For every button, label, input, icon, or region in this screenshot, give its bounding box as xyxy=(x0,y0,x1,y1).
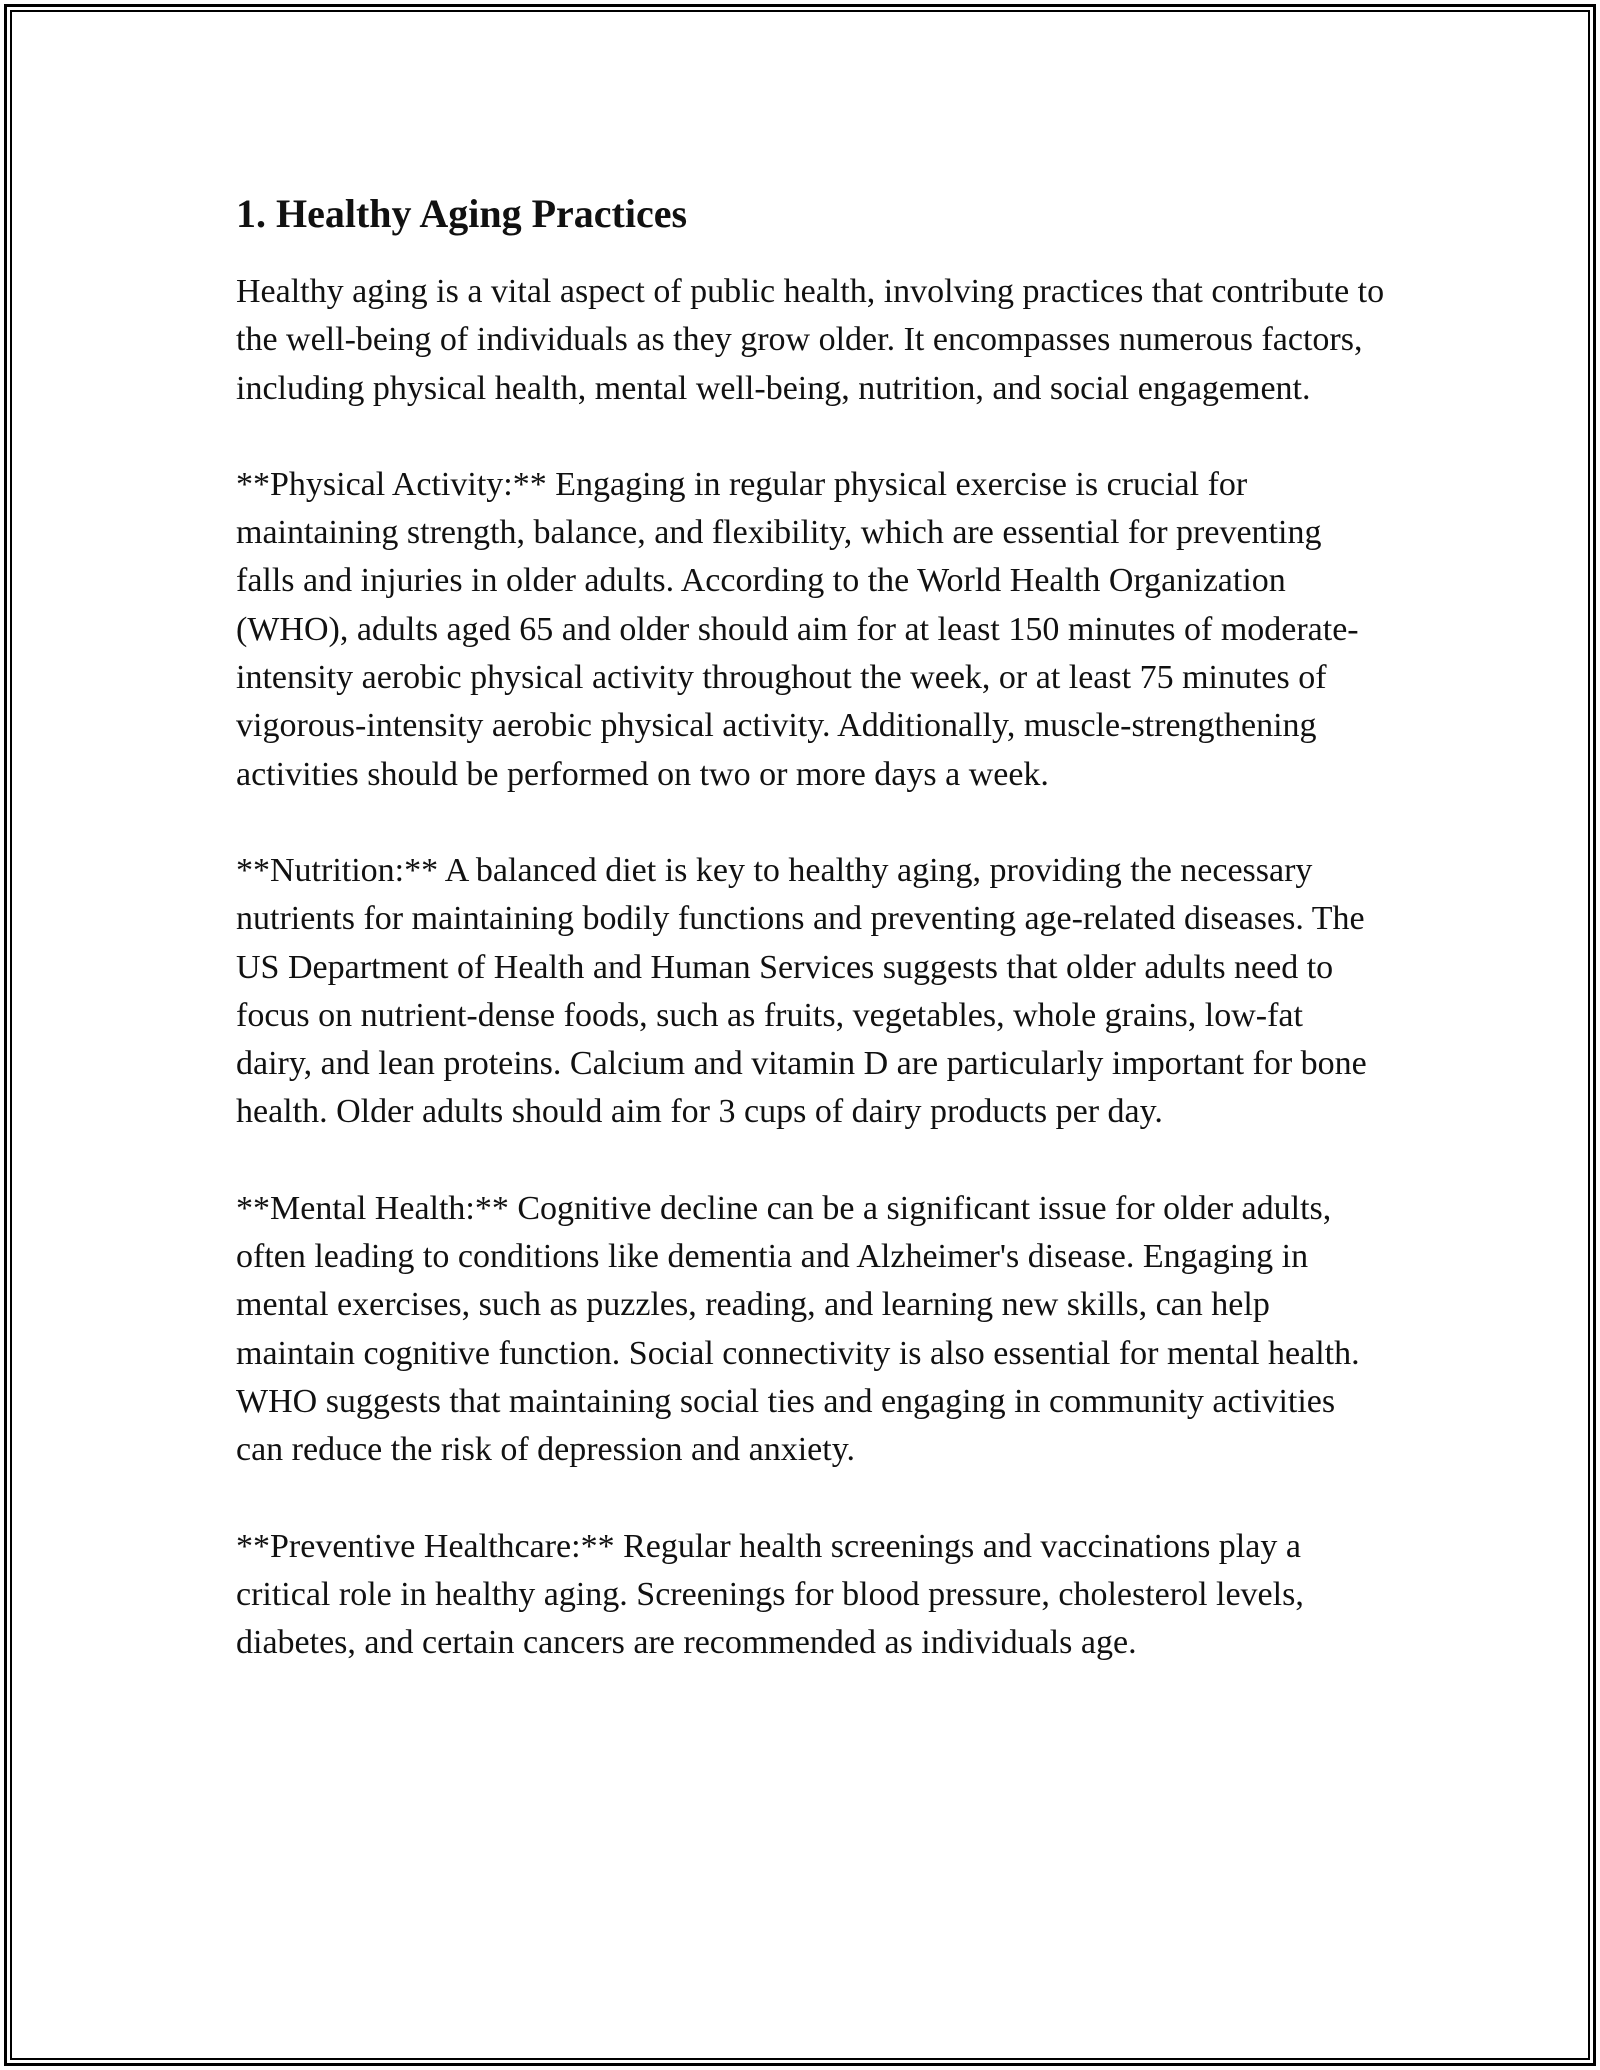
document-body xyxy=(236,186,1386,1715)
section-heading: 1. Healthy Aging Practices xyxy=(236,191,688,236)
nutrition-paragraph: **Nutrition:** A balanced diet is key to healthy aging, providing the necessary nutrients for maintaining bodily functions and preventing age-related diseases. The US Department of Health and Human Services suggests that older adults need to focus on nutrient-dense foods, such as fruits, vegetables, whole grains, low-fat dairy, and lean proteins. Calcium and vitamin D are particularly important for bone health. Older adults should aim for 3 cups of dairy products per day. xyxy=(236,851,1367,1131)
mental-health-paragraph: **Mental Health:** Cognitive decline can be a significant issue for older adults, often leading to conditions like dementia and Alzheimer's disease. Engaging in mental exercises, such as puzzles, reading, and learning new skills, can help maintain cognitive function. Social connectivity is also essential for mental health. WHO suggests that maintaining social ties and engaging in community activities can reduce the risk of depression and anxiety. xyxy=(236,1189,1360,1469)
intro-paragraph: Healthy aging is a vital aspect of public health, involving practices that contribute to the well-being of individuals as they grow older. It encompasses numerous factors, including physical health, mental well-being, nutrition, and social engagement. xyxy=(236,273,1385,407)
physical-activity-paragraph: **Physical Activity:** Engaging in regular physical exercise is crucial for maintaining strength, balance, and flexibility, which are essential for preventing falls and injuries in older adults. According to the World Health Organization (WHO), adults aged 65 and older should aim for at least 150 minutes of moderate-intensity aerobic physical activity throughout the week, or at least 75 minutes of vigorous-intensity aerobic physical activity. Additionally, muscle-strengthening activities should be performed on two or more days a week. xyxy=(236,465,1359,793)
preventive-healthcare-paragraph: **Preventive Healthcare:** Regular health screenings and vaccinations play a critical role in healthy aging. Screenings for blood pressure, cholesterol levels, diabetes, and certain cancers are recommended as individuals age. xyxy=(236,1527,1304,1662)
